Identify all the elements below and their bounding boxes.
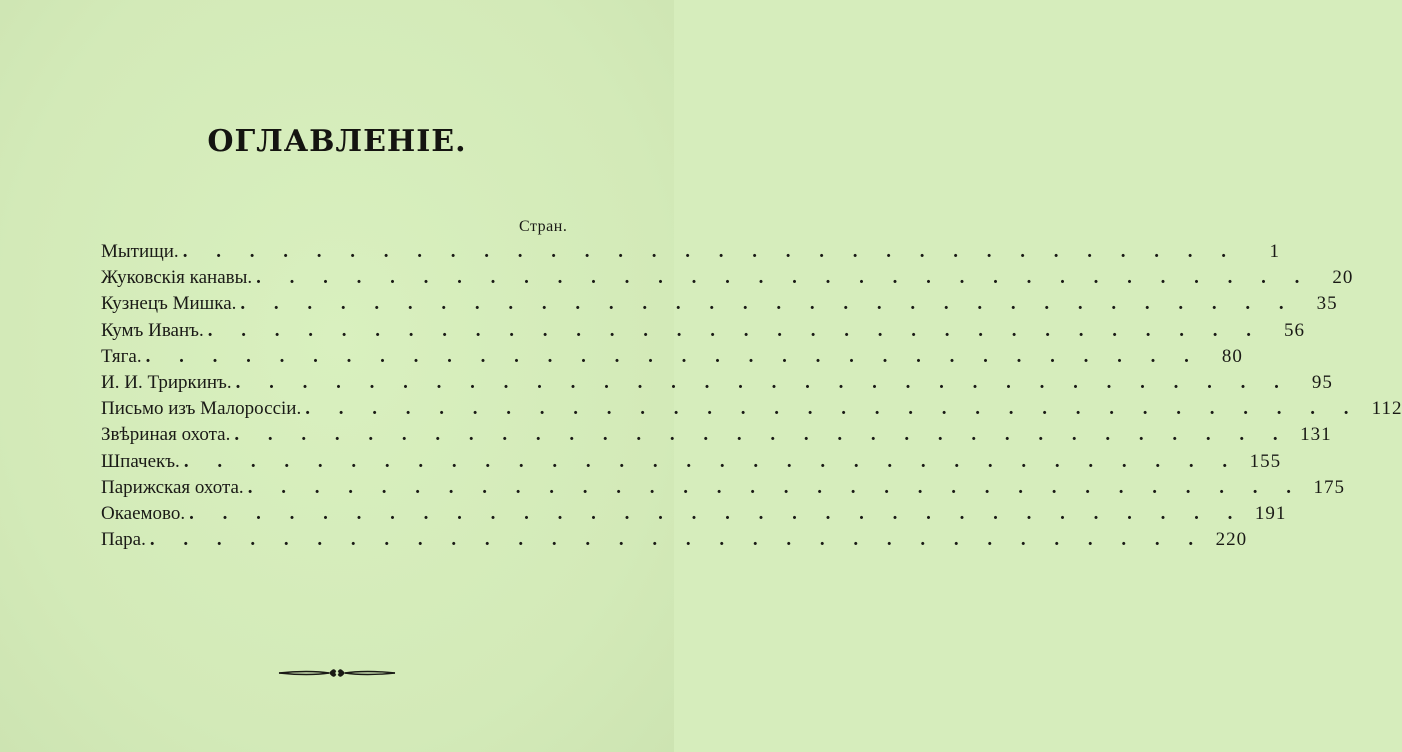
toc-entry-title: Шпачекъ. [101,450,180,472]
toc-entry [101,501,1287,527]
toc-entry-title: И. И. Триркинъ. [101,371,232,393]
dot-leader: . . . . . . . . . . . . . . . . . . . . . . . . . . . . . . . . [207,319,1263,341]
toc-entry-page: 112 [1371,398,1402,420]
dot-leader: . . . . . . . . . . . . . . . . . . . . . . . . . . . . . . . . [256,267,1312,289]
toc-entry [101,370,1333,396]
toc-entry [101,422,1332,448]
toc-entry-title: Пара. [101,529,146,551]
dot-leader: . . . . . . . . . . . . . . . . . . . . . . . . . . . . . . . . [247,476,1303,498]
dot-leader: . . . . . . . . . . . . . . . . . . . . . . . . . . . . . . . . [149,529,1206,551]
toc-entry-page: 95 [1311,371,1333,393]
toc-entry-page: 20 [1332,267,1354,289]
dot-leader: . . . . . . . . . . . . . . . . . . . . . . . . . . . . . . . . [240,293,1296,315]
toc-entry-title: Кузнецъ Мишка. [101,293,237,315]
toc-entry [101,239,1280,265]
dot-leader: . . . . . . . . . . . . . . . . . . . . . . . . . . . . . . . . [183,450,1240,472]
table-of-contents [101,239,1402,553]
toc-entry-page: 131 [1300,424,1332,446]
toc-entry-page: 56 [1283,319,1305,341]
page-title: ОГЛАВЛЕНІЕ. [207,124,467,159]
toc-entry-title: Мытищи. [101,241,179,262]
toc-entry-page: 35 [1316,293,1338,315]
toc-entry-title: Жуковскія канавы. [101,267,253,289]
decorative-rule-ornament [277,666,397,680]
toc-entry [101,475,1345,501]
toc-entry-page: 1 [1269,241,1280,262]
toc-entry-title: Тяга. [101,345,142,367]
dot-leader: . . . . . . . . . . . . . . . . . . . . . . . . . . . . . . . . [235,371,1291,393]
page-column-header: Стран. [519,218,568,235]
toc-entry-title: Письмо изъ Малороссіи. [101,398,302,420]
toc-entry [101,449,1282,475]
toc-entry-page: 220 [1215,529,1248,551]
dot-leader: . . . . . . . . . . . . . . . . . . . . . . . . . . . . . . . . [182,241,1238,262]
toc-entry-title: Парижская охота. [101,476,244,498]
toc-entry-title: Кумъ Иванъ. [101,319,204,341]
toc-entry-page: 175 [1313,476,1345,498]
toc-entry [101,318,1305,344]
dot-leader: . . . . . . . . . . . . . . . . . . . . . . . . . . . . . . . . [189,502,1245,524]
toc-entry [101,527,1248,553]
toc-entry [101,396,1402,422]
toc-entry [101,344,1243,370]
toc-entry-page: 80 [1221,345,1243,367]
dot-leader: . . . . . . . . . . . . . . . . . . . . . . . . . . . . . . . . [145,345,1201,367]
toc-entry [101,291,1338,317]
dot-leader: . . . . . . . . . . . . . . . . . . . . . . . . . . . . . . . . [305,398,1361,420]
toc-entry-page: 191 [1254,502,1287,524]
toc-entry-page: 155 [1249,450,1282,472]
toc-entry-title: Звѣриная охота. [101,424,231,446]
toc-entry-title: Окаемово. [101,502,186,524]
dot-leader: . . . . . . . . . . . . . . . . . . . . . . . . . . . . . . . . [234,424,1290,446]
toc-entry [101,265,1354,291]
